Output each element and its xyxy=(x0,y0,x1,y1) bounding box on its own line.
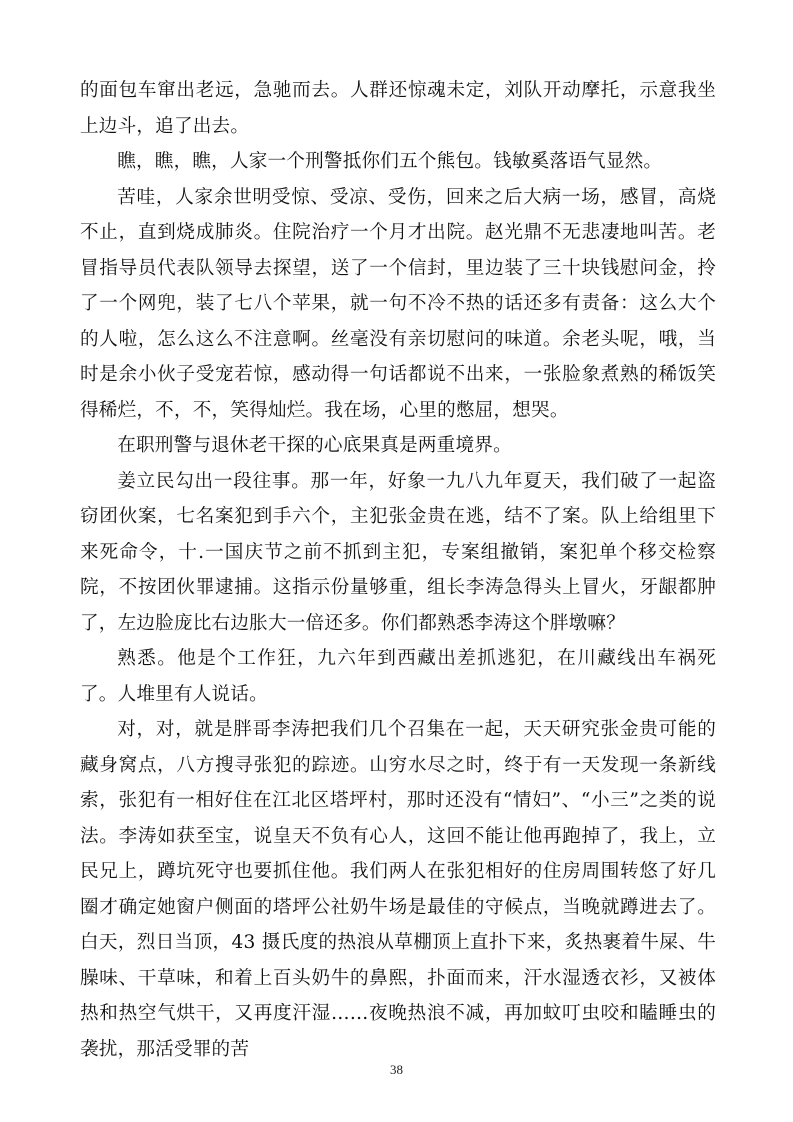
paragraph: 苦哇，人家余世明受惊、受凉、受伤，回来之后大病一场，感冒，高烧不止，直到烧成肺炎。住院治疗一个月才出院。赵光鼎不无悲凄地叫苦。老冒指导员代表队领导去探望，送了一个信封，里边装了三十块钱慰问金，拎了一个网兜，装了七八个苹果，就一句不冷不热的话还多有责备：这么大个的人啦，怎么这么不注意啊。丝毫没有亲切慰问的味道。余老头呢，哦，当时是余小伙子受宠若惊，感动得一句话都说不出来，一张脸象煮熟的稀饭笑得稀烂，不，不，笑得灿烂。我在场，心里的憋屈，想哭。 xyxy=(80,186,716,421)
paragraph: 熟悉。他是个工作狂，九六年到西藏出差抓逃犯，在川藏线出车祸死了。人堆里有人说话。 xyxy=(80,648,716,705)
paragraph-continuation: 的面包车窜出老远，急驰而去。人群还惊魂未定，刘队开动摩托，示意我坐上边斗，追了出去。 xyxy=(80,80,716,137)
body-text xyxy=(80,73,716,1067)
page-number: 38 xyxy=(390,1062,403,1077)
paragraph: 对，对，就是胖哥李涛把我们几个召集在一起，天天研究张金贵可能的藏身窝点，八方搜寻张犯的踪迹。山穷水尽之时，终于有一天发现一条新线索，张犯有一相好住在江北区塔坪村，那时还没有“情妇”、“小三”之类的说法。李涛如获至宝，说皇天不负有心人，这回不能让他再跑掉了，我上，立民兄上，蹲坑死守也要抓住他。我们两人在张犯相好的住房周围转悠了好几圈才确定她窗户侧面的塔坪公社奶牛场是最佳的守候点，当晚就蹲进去了。白天，烈日当顶，43 摄氏度的热浪从草棚顶上直扑下来，炙热裹着牛屎、牛臊味、干草味，和着上百头奶牛的鼻熙，扑面而来，汗水湿透衣衫，又被体热和热空气烘干，又再度汗湿……夜晚热浪不减，再加蚊叮虫咬和瞌睡虫的袭扰，那活受罪的苦 xyxy=(80,719,716,1060)
paragraph: 姜立民勾出一段往事。那一年，好象一九八九年夏天，我们破了一起盗窃团伙案，七名案犯到手六个，主犯张金贵在逃，结不了案。队上给组里下来死命令，十.一国庆节之前不抓到主犯，专案组撤销，案犯单个移交检察院，不按团伙罪逮捕。这指示份量够重，组长李涛急得头上冒火，牙龈都肿了，左边脸庞比右边胀大一倍还多。你们都熟悉李涛这个胖墩嘛？ xyxy=(80,470,716,634)
paragraph: 在职刑警与退休老干探的心底果真是两重境界。 xyxy=(117,435,512,456)
paragraph: 瞧，瞧，瞧，人家一个刑警抵你们五个熊包。钱敏奚落语气显然。 xyxy=(117,151,663,172)
